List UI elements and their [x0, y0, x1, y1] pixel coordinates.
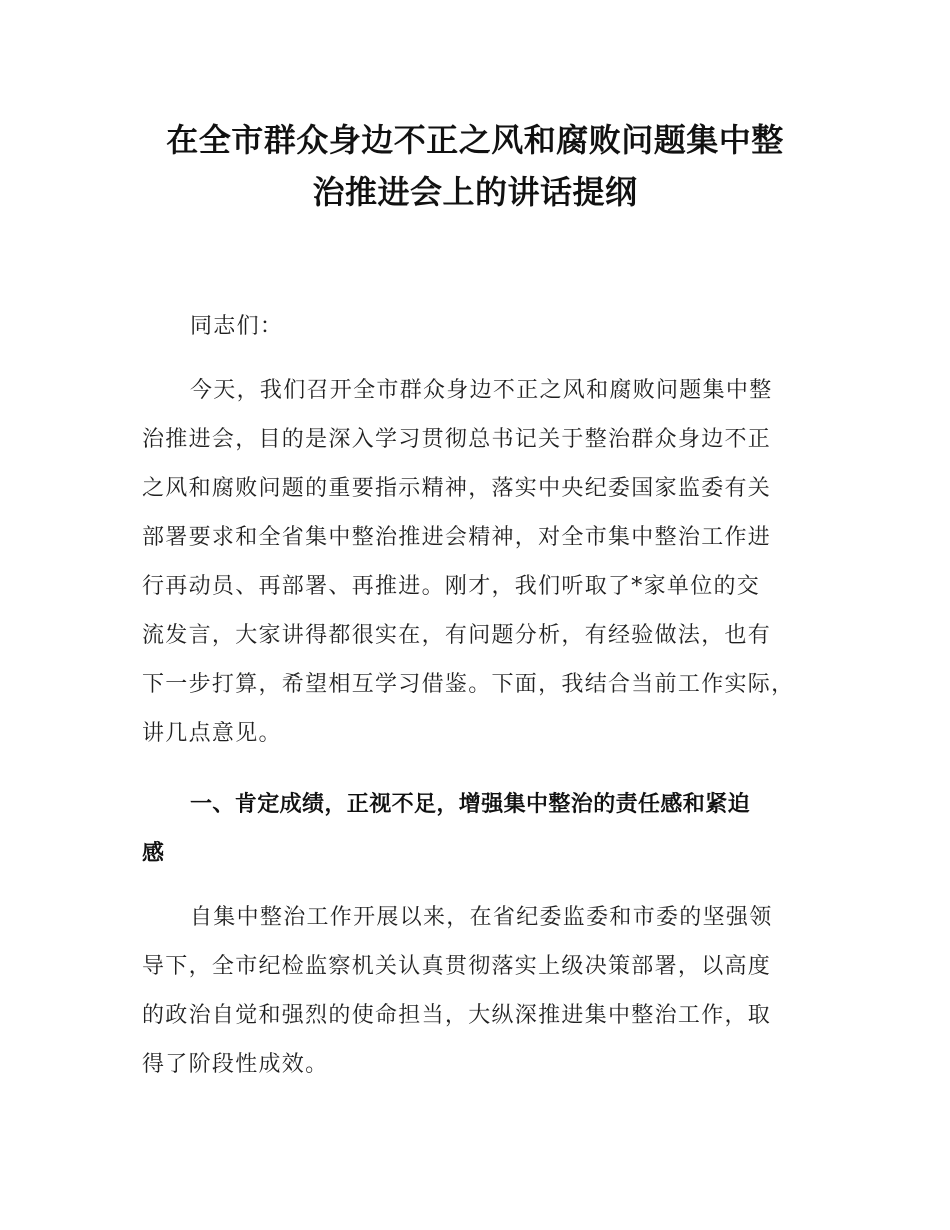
heading-line: 感 [142, 841, 165, 866]
paragraph-line: 今天，我们召开全市群众身边不正之风和腐败问题集中整 [190, 378, 773, 403]
paragraph-line: 治推进会，目的是深入学习贯彻总书记关于整治群众身边不正 [142, 427, 772, 452]
salutation [142, 302, 826, 351]
title-line: 治推进会上的讲话提纲 [312, 173, 638, 211]
intro-paragraph [142, 366, 826, 758]
paragraph-line: 得了阶段性成效。 [142, 1052, 329, 1077]
paragraph-line: 讲几点意见。 [142, 721, 282, 746]
paragraph-line: 部署要求和全省集中整治推进会精神，对全市集中整治工作进 [142, 525, 772, 550]
section-1-heading [142, 780, 826, 878]
paragraph-line: 流发言，大家讲得都很实在，有问题分析，有经验做法，也有 [142, 623, 772, 648]
salutation-text: 同志们： [190, 314, 284, 339]
document-title [120, 114, 830, 218]
heading-line: 一、肯定成绩，正视不足，增强集中整治的责任感和紧迫 [190, 792, 751, 817]
paragraph-line: 行再动员、再部署、再推进。刚才，我们听取了*家单位的交 [142, 574, 761, 599]
section-1-paragraph [142, 893, 826, 1089]
paragraph-line: 之风和腐败问题的重要指示精神，落实中央纪委国家监委有关 [142, 476, 772, 501]
paragraph-line: 的政治自觉和强烈的使命担当，大纵深推进集中整治工作，取 [142, 1003, 772, 1028]
paragraph-line: 下一步打算，希望相互学习借鉴。下面，我结合当前工作实际， [142, 672, 795, 697]
title-line: 在全市群众身边不正之风和腐败问题集中整 [166, 121, 784, 159]
paragraph-line: 自集中整治工作开展以来，在省纪委监委和市委的坚强领 [190, 905, 773, 930]
paragraph-line: 导下，全市纪检监察机关认真贯彻落实上级决策部署，以高度 [142, 954, 772, 979]
